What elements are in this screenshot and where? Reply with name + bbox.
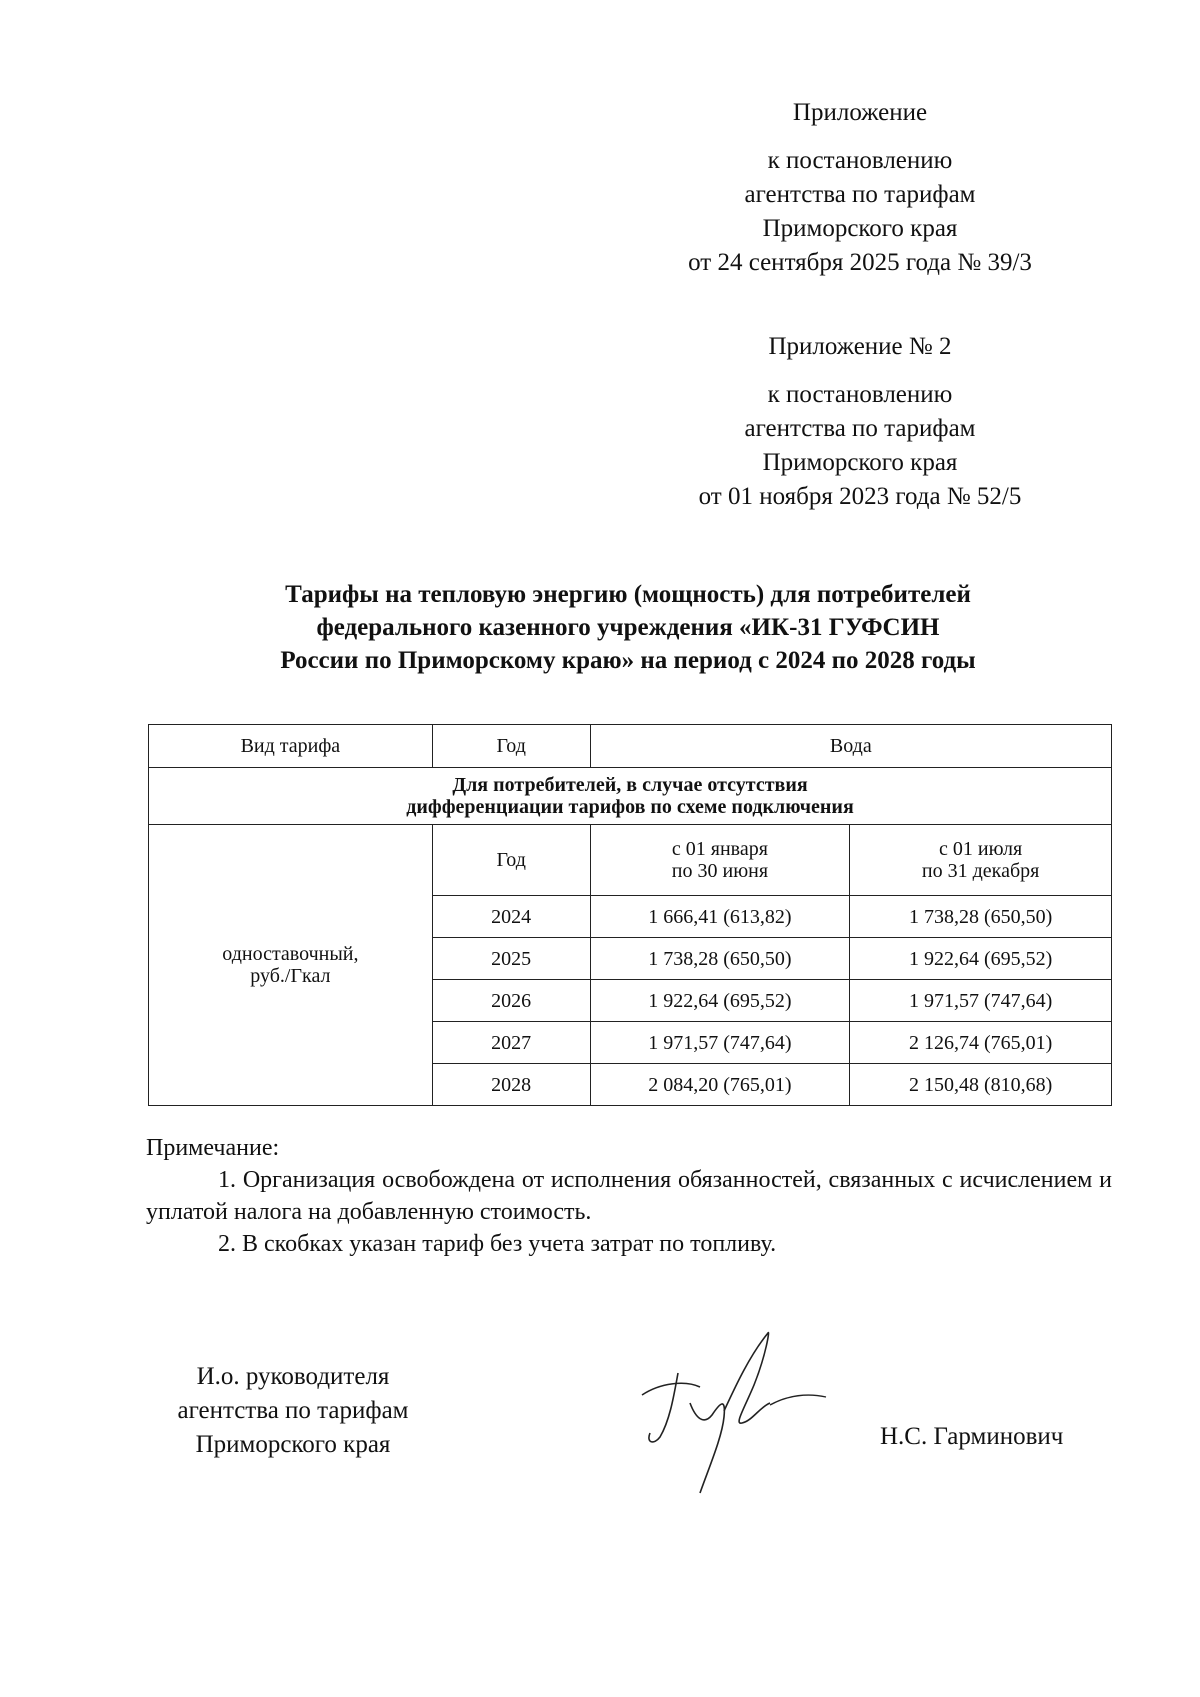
- appendix-current-line: Приморского края: [762, 215, 958, 242]
- row-h2-tariff: 2 126,74 (765,01): [850, 1022, 1112, 1064]
- signatory-role-line: И.о. руководителя: [196, 1363, 390, 1390]
- row-h2-tariff: 2 150,48 (810,68): [850, 1064, 1112, 1106]
- subheader-year: Год: [432, 825, 590, 896]
- signatory-role: [148, 1360, 438, 1462]
- row-h2-tariff: 1 922,64 (695,52): [850, 938, 1112, 980]
- row-year: 2024: [432, 896, 590, 938]
- appendix-current: [660, 96, 1060, 280]
- notes-heading: Примечание:: [146, 1135, 280, 1161]
- subheader-period-1: [590, 825, 850, 896]
- appendix-original-heading: Приложение № 2: [768, 333, 952, 360]
- row-h2-tariff: 1 738,28 (650,50): [850, 896, 1112, 938]
- note-item: 2. В скобках указан тариф без учета затрат по топливу.: [218, 1231, 777, 1257]
- signatory-role-line: Приморского края: [195, 1431, 391, 1458]
- subheader-period-2: [850, 825, 1112, 896]
- row-year: 2025: [432, 938, 590, 980]
- period-1-line: по 30 июня: [671, 860, 769, 882]
- group-caption: [149, 768, 1112, 825]
- period-2-line: по 31 декабря: [921, 860, 1040, 882]
- header-year: Год: [432, 725, 590, 768]
- group-caption-line: дифференциации тарифов по схеме подключения: [406, 796, 854, 818]
- table-subheader-row: [149, 825, 1112, 896]
- document-title: [148, 578, 1108, 677]
- appendix-original-line: к постановлению: [767, 381, 953, 408]
- appendix-original-line: агентства по тарифам: [744, 415, 976, 442]
- note-item: 1. Организация освобождена от исполнения обязанностей, связанных с исчислением и уплатой налога на добавленную стоимость.: [146, 1167, 1112, 1225]
- row-h1-tariff: 2 084,20 (765,01): [590, 1064, 850, 1106]
- period-2-line: с 01 июля: [939, 838, 1023, 860]
- row-h1-tariff: 1 971,57 (747,64): [590, 1022, 850, 1064]
- table-header-row: [149, 725, 1112, 768]
- signatory-name: Н.С. Гарминович: [880, 1423, 1064, 1450]
- group-caption-line: Для потребителей, в случае отсутствия: [452, 774, 808, 796]
- row-year: 2026: [432, 980, 590, 1022]
- header-water: Вода: [590, 725, 1111, 768]
- row-h2-tariff: 1 971,57 (747,64): [850, 980, 1112, 1022]
- period-1-line: с 01 января: [671, 838, 768, 860]
- handwritten-signature: [630, 1325, 830, 1515]
- signatory-role-line: агентства по тарифам: [177, 1397, 409, 1424]
- appendix-original-line: Приморского края: [762, 449, 958, 476]
- appendix-original-date: от 01 ноября 2023 года № 52/5: [698, 483, 1022, 510]
- appendix-current-date: от 24 сентября 2025 года № 39/3: [688, 249, 1032, 276]
- header-tariff-type: Вид тарифа: [149, 725, 433, 768]
- title-line: федерального казенного учреждения «ИК-31 ГУФСИН: [316, 614, 940, 641]
- appendix-current-line: агентства по тарифам: [744, 181, 976, 208]
- notes-section: [146, 1132, 1112, 1260]
- row-year: 2028: [432, 1064, 590, 1106]
- row-h1-tariff: 1 666,41 (613,82): [590, 896, 850, 938]
- row-h1-tariff: 1 922,64 (695,52): [590, 980, 850, 1022]
- appendix-current-heading: Приложение: [792, 99, 928, 126]
- tariff-name-line: одноставочный,: [222, 943, 359, 965]
- tariff-name-line: руб./Гкал: [250, 965, 331, 987]
- table-group-row: [149, 768, 1112, 825]
- row-h1-tariff: 1 738,28 (650,50): [590, 938, 850, 980]
- row-year: 2027: [432, 1022, 590, 1064]
- tariff-table: [148, 724, 1112, 1106]
- appendix-current-line: к постановлению: [767, 147, 953, 174]
- tariff-name-cell: [149, 825, 433, 1106]
- appendix-original: [660, 330, 1060, 514]
- title-line: Тарифы на тепловую энергию (мощность) для потребителей: [285, 581, 971, 608]
- title-line: России по Приморскому краю» на период с 2024 по 2028 годы: [280, 647, 976, 674]
